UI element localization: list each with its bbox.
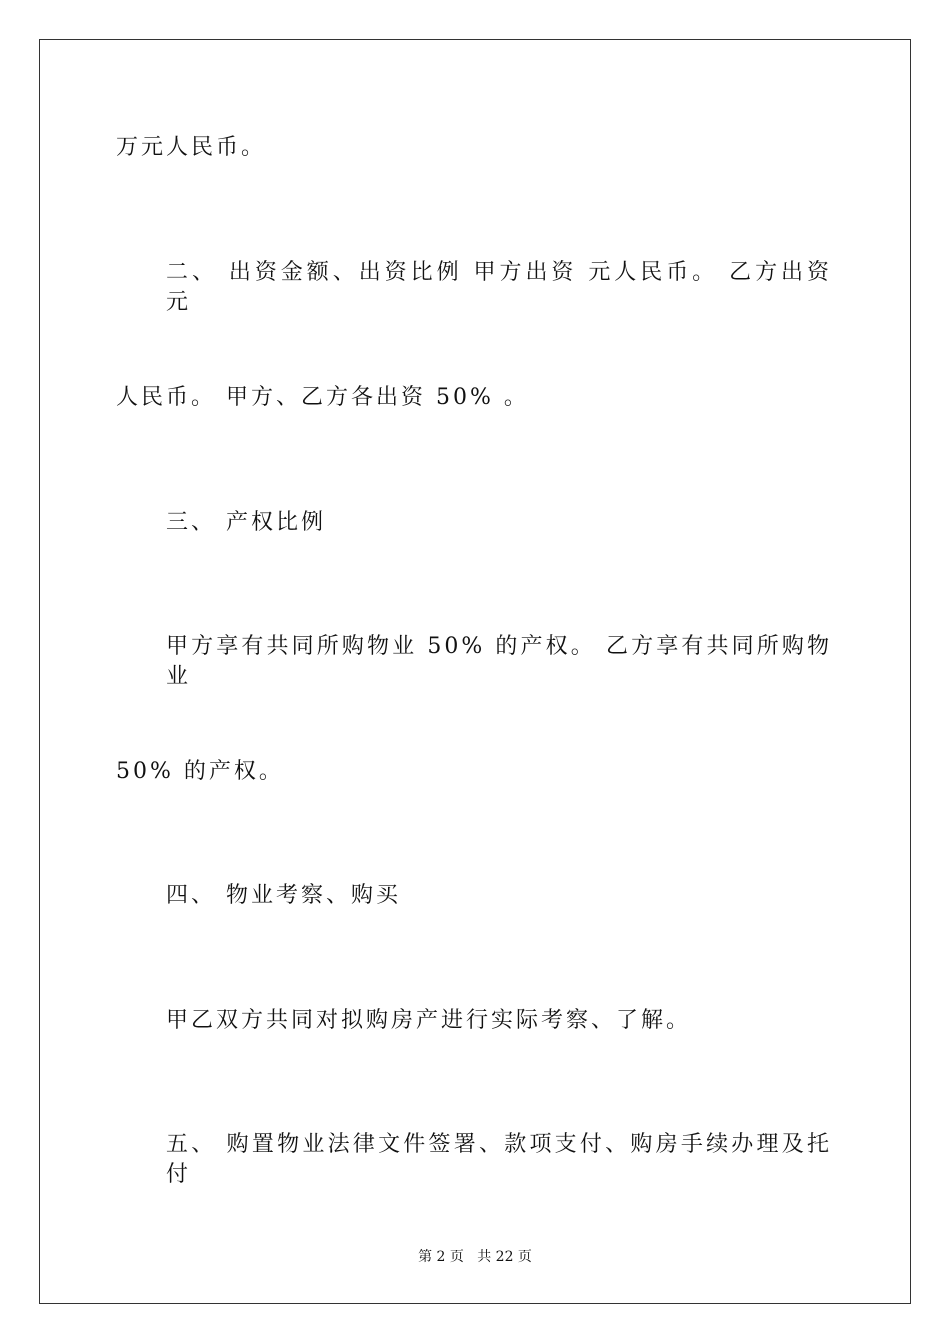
text-line-3: 人民币。 甲方、乙方各出资 50% 。 xyxy=(116,385,529,410)
section-3-heading: 三、 产权比例 xyxy=(166,510,326,535)
text-line-5: 甲方享有共同所购物业 50% 的产权。 乙方享有共同所购物业 xyxy=(166,634,832,689)
page-number-footer: 第 2 页 共 22 页 xyxy=(418,1249,532,1265)
text-line-8: 甲乙双方共同对拟购房产进行实际考察、了解。 xyxy=(166,1008,692,1033)
section-4-heading: 四、 物业考察、购买 xyxy=(166,883,401,908)
section-2-heading-line: 二、 出资金额、出资比例 甲方出资 元人民币。 乙方出资 元 xyxy=(166,260,832,315)
section-5-heading-line: 五、 购置物业法律文件签署、款项支付、购房手续办理及托付 xyxy=(166,1132,832,1187)
text-line-1: 万元人民币。 xyxy=(116,135,267,160)
text-line-6: 50% 的产权。 xyxy=(116,759,284,784)
